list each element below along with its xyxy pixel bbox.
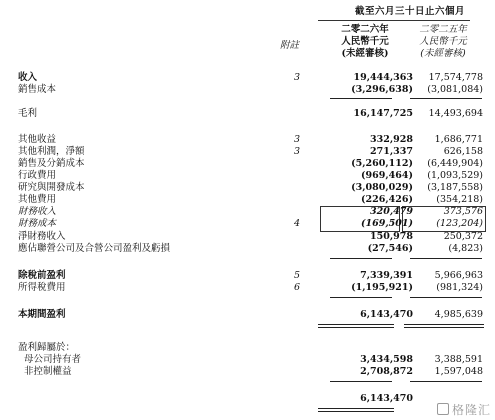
- row-share-of-associates: [0, 243, 495, 255]
- row-label: 其他收益: [18, 134, 57, 145]
- row-value-2025: (981,324): [436, 282, 483, 293]
- col2-status: (未經審核): [420, 48, 466, 59]
- row-value-2026: (3,080,029): [351, 182, 413, 193]
- row-value-2025: 5,966,963: [434, 270, 483, 281]
- total-double-rule: [318, 324, 394, 328]
- row-non-controlling-interests: [0, 366, 495, 378]
- subtotal-rule: [410, 381, 482, 382]
- row-attributable-to: [0, 342, 495, 354]
- total-double-rule: [404, 324, 484, 328]
- row-label: 財務成本: [18, 218, 57, 229]
- row-rd-costs: [0, 182, 495, 194]
- row-label: 財務收入: [18, 206, 57, 217]
- row-note: 3: [293, 146, 301, 157]
- row-value-2025: (3,187,558): [427, 182, 483, 193]
- row-value-2026: 7,339,391: [360, 270, 413, 281]
- row-value-2026: (27,546): [367, 243, 413, 254]
- row-note: 3: [293, 134, 301, 145]
- row-value-2025: 373,576: [443, 206, 483, 217]
- row-label: 非控制權益: [24, 366, 72, 377]
- row-value-2026: 6,143,470: [360, 393, 413, 404]
- row-value-2026: 16,147,725: [353, 108, 413, 119]
- row-label: 銷售成本: [18, 84, 57, 95]
- period-header: 截至六月三十日止六個月: [354, 6, 465, 17]
- row-admin-expenses: [0, 170, 495, 182]
- row-value-2025: (3,081,084): [427, 84, 483, 95]
- row-label: 行政費用: [18, 170, 57, 181]
- row-note: 3: [293, 72, 301, 83]
- row-cost-of-sales: [0, 84, 495, 96]
- subtotal-rule: [410, 297, 482, 298]
- row-label: 應佔聯營公司及合營公司盈利及虧損: [18, 243, 171, 254]
- row-value-2025: 1,686,771: [434, 134, 483, 145]
- subtotal-rule: [410, 98, 482, 99]
- row-value-2025: (6,449,904): [427, 158, 483, 169]
- row-label: 所得稅費用: [18, 282, 66, 293]
- row-value-2026: (169,501): [361, 218, 413, 229]
- row-revenue: [0, 72, 495, 84]
- row-net-finance-income: [0, 231, 495, 243]
- col2-year: 二零二五年: [419, 24, 467, 35]
- row-value-2025: 3,388,591: [434, 354, 483, 365]
- row-label: 除稅前盈利: [18, 270, 66, 281]
- row-label: 收入: [18, 72, 38, 83]
- note-column-header: 附註: [280, 40, 300, 51]
- row-label: 淨財務收入: [18, 231, 66, 242]
- row-value-2025: (1,093,529): [427, 170, 483, 181]
- row-value-2026: (3,296,638): [351, 84, 413, 95]
- col1-status: (未經審核): [341, 48, 389, 59]
- row-value-2026: 3,434,598: [360, 354, 413, 365]
- row-value-2026: 6,143,470: [360, 309, 413, 320]
- row-value-2025: 17,574,778: [428, 72, 483, 83]
- row-other-gains: [0, 146, 495, 158]
- row-label: 其他費用: [18, 194, 57, 205]
- row-label: 毛利: [18, 108, 38, 119]
- row-gross-profit: [0, 108, 495, 120]
- row-value-2025: (123,204): [436, 218, 483, 229]
- subtotal-rule: [330, 258, 392, 259]
- row-value-2026: (969,464): [361, 170, 413, 181]
- row-value-2026: 19,444,363: [353, 72, 413, 83]
- subtotal-rule: [330, 381, 392, 382]
- row-value-2025: 4,985,639: [434, 309, 483, 320]
- col2-unit: 人民幣千元: [419, 36, 467, 47]
- row-owners-of-parent: [0, 354, 495, 366]
- row-value-2025: 1,597,048: [434, 366, 483, 377]
- watermark-text: 格隆汇: [451, 403, 491, 417]
- col1-unit: 人民幣千元: [341, 36, 389, 47]
- row-value-2026: 320,479: [370, 206, 413, 217]
- row-label: 盈利歸屬於：: [18, 342, 76, 353]
- subtotal-rule: [330, 297, 392, 298]
- period-header-rule: [318, 20, 470, 21]
- total-double-rule: [318, 408, 394, 412]
- row-attributable-total: [0, 393, 495, 405]
- row-value-2026: 2,708,872: [360, 366, 413, 377]
- row-value-2026: 332,928: [370, 134, 413, 145]
- row-income-tax: [0, 282, 495, 294]
- row-label: 本期間盈利: [18, 309, 66, 320]
- col1-year: 二零二六年: [341, 24, 389, 35]
- watermark: [437, 401, 491, 418]
- row-finance-costs: [0, 218, 495, 230]
- row-value-2025: 250,372: [443, 231, 483, 242]
- row-selling-distribution: [0, 158, 495, 170]
- row-note: 5: [293, 270, 301, 281]
- row-profit-for-period: [0, 309, 495, 321]
- row-label: 銷售及分銷成本: [18, 158, 85, 169]
- row-other-income: [0, 134, 495, 146]
- row-note: 6: [293, 282, 301, 293]
- row-label: 研究與開發成本: [18, 182, 85, 193]
- row-profit-before-tax: [0, 270, 495, 282]
- row-value-2025: (4,823): [448, 243, 483, 254]
- row-value-2026: (226,426): [361, 194, 413, 205]
- row-finance-income: [0, 206, 495, 218]
- row-note: 4: [293, 218, 301, 229]
- row-value-2026: 150,978: [370, 231, 413, 242]
- subtotal-rule: [330, 98, 392, 99]
- row-other-expenses: [0, 194, 495, 206]
- subtotal-rule: [410, 258, 482, 259]
- row-label: 母公司持有者: [24, 354, 82, 365]
- row-value-2025: 14,493,694: [428, 108, 483, 119]
- watermark-logo-icon: [437, 403, 449, 415]
- row-value-2025: (354,218): [436, 194, 483, 205]
- row-label: 其他利潤，淨額: [18, 146, 85, 157]
- row-value-2026: 271,337: [370, 146, 413, 157]
- row-value-2026: (1,195,921): [351, 282, 413, 293]
- row-value-2025: 626,158: [443, 146, 483, 157]
- row-value-2026: (5,260,112): [351, 158, 413, 169]
